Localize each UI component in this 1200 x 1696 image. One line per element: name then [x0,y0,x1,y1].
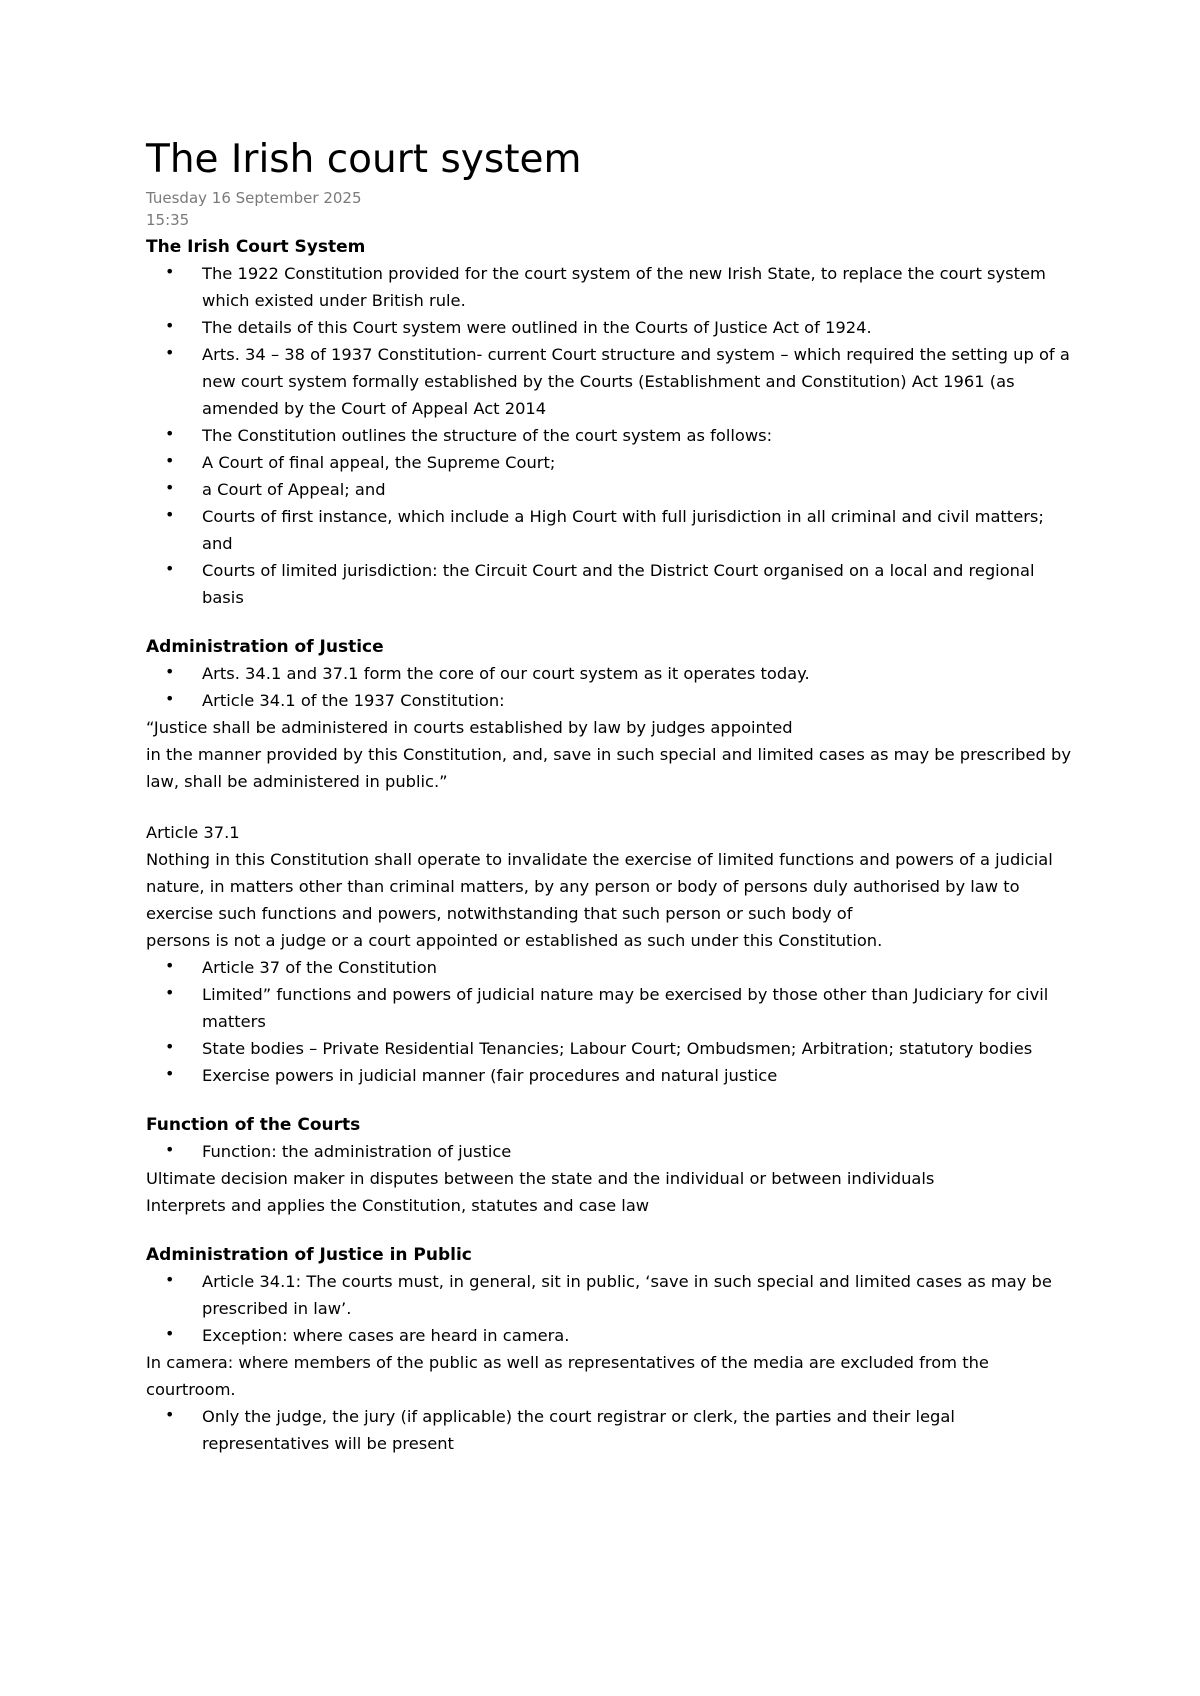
list-item-text: Limited” functions and powers of judicial nature may be exercised by those other than Judiciary for civil matters [202,985,1049,1031]
bullet-icon: • [165,1405,175,1424]
list-item-text: Article 34.1: The courts must, in general, sit in public, ‘save in such special and limited cases as may be prescribed in law’. [202,1272,1052,1318]
bullet-icon: • [165,505,175,524]
bullet-icon: • [165,1324,175,1343]
page-title: The Irish court system [146,137,582,182]
note-page [146,137,1076,1457]
body-line: Interprets and applies the Constitution, statutes and case law [146,1196,650,1215]
spacer [146,795,1076,819]
spacer [146,611,1076,635]
bullet-icon: • [165,1270,175,1289]
bullet-icon: • [165,343,175,362]
note-date: Tuesday 16 September 2025 [146,189,362,207]
bullet-icon: • [165,559,175,578]
list-item [146,954,1076,981]
body-line: Ultimate decision maker in disputes between the state and the individual or between individuals [146,1169,935,1188]
list-item-text: Article 37 of the Constitution [202,958,437,977]
list-item [146,314,1076,341]
bullet-icon: • [165,1140,175,1159]
list-item [146,476,1076,503]
bullet-icon: • [165,478,175,497]
bullet-icon: • [165,956,175,975]
list-item-text: Exception: where cases are heard in camera. [202,1326,570,1345]
bullet-list [146,260,1076,611]
article-text: Nothing in this Constitution shall operate to invalidate the exercise of limited functions and powers of a judicial nature, in matters other than criminal matters, by any person or body of persons duly authorised by law to exercise such functions and powers, notwithstanding that such person or such body of [146,850,1053,923]
list-item-text: Arts. 34.1 and 37.1 form the core of our court system as it operates today. [202,664,810,683]
body-paragraph: In camera: where members of the public as well as representatives of the media are excluded from the courtroom. [146,1353,989,1399]
list-item-text: a Court of Appeal; and [202,480,386,499]
list-item [146,503,1076,557]
list-item [146,1062,1076,1089]
bullet-icon: • [165,662,175,681]
list-item-text: Courts of limited jurisdiction: the Circuit Court and the District Court organised on a local and regional basis [202,561,1035,607]
quote-line: “Justice shall be administered in courts established by law by judges appointed [146,718,793,737]
list-item-text: Only the judge, the jury (if applicable) the court registrar or clerk, the parties and their legal representatives will be present [202,1407,955,1453]
bullet-list [146,1138,1076,1165]
section-heading-justice-in-public: Administration of Justice in Public [146,1245,472,1265]
bullet-list [146,954,1076,1089]
spacer [146,1089,1076,1113]
bullet-icon: • [165,451,175,470]
list-item-text: The details of this Court system were outlined in the Courts of Justice Act of 1924. [202,318,872,337]
list-item-text: Function: the administration of justice [202,1142,512,1161]
quote-line: in the manner provided by this Constitution, and, save in such special and limited cases as may be prescribed by law, shall be administered in public.” [146,745,1071,791]
list-item-text: The 1922 Constitution provided for the court system of the new Irish State, to replace the court system which existed under British rule. [202,264,1046,310]
list-item [146,557,1076,611]
list-item-text: Courts of first instance, which include a High Court with full jurisdiction in all criminal and civil matters; and [202,507,1044,553]
bullet-list [146,1268,1076,1349]
section-heading-administration-of-justice: Administration of Justice [146,637,384,657]
list-item [146,1322,1076,1349]
list-item-text: Arts. 34 – 38 of 1937 Constitution- current Court structure and system – which required the setting up of a new court system formally established by the Courts (Establishment and Constitution) Act 1961 (as amended by the Court of Appeal Act 2014 [202,345,1070,418]
bullet-icon: • [165,1037,175,1056]
bullet-icon: • [165,689,175,708]
list-item-text: State bodies – Private Residential Tenancies; Labour Court; Ombudsmen; Arbitration; statutory bodies [202,1039,1033,1058]
list-item [146,260,1076,314]
article-label: Article 37.1 [146,823,240,842]
list-item [146,687,1076,714]
list-item-text: The Constitution outlines the structure of the court system as follows: [202,426,773,445]
bullet-list [146,1403,1076,1457]
list-item-text: A Court of final appeal, the Supreme Court; [202,453,556,472]
bullet-icon: • [165,983,175,1002]
bullet-icon: • [165,424,175,443]
bullet-icon: • [165,1064,175,1083]
note-time: 15:35 [146,211,190,229]
list-item [146,1035,1076,1062]
bullet-icon: • [165,316,175,335]
article-text: persons is not a judge or a court appointed or established as such under this Constitution. [146,931,883,950]
list-item [146,981,1076,1035]
spacer [146,1219,1076,1243]
list-item [146,422,1076,449]
section-heading-court-system: The Irish Court System [146,237,366,257]
bullet-list [146,660,1076,714]
section-heading-function-of-courts: Function of the Courts [146,1115,361,1135]
list-item [146,1138,1076,1165]
list-item [146,341,1076,422]
list-item [146,660,1076,687]
list-item-text: Article 34.1 of the 1937 Constitution: [202,691,505,710]
list-item [146,449,1076,476]
bullet-icon: • [165,262,175,281]
list-item-text: Exercise powers in judicial manner (fair procedures and natural justice [202,1066,778,1085]
list-item [146,1268,1076,1322]
list-item [146,1403,1076,1457]
